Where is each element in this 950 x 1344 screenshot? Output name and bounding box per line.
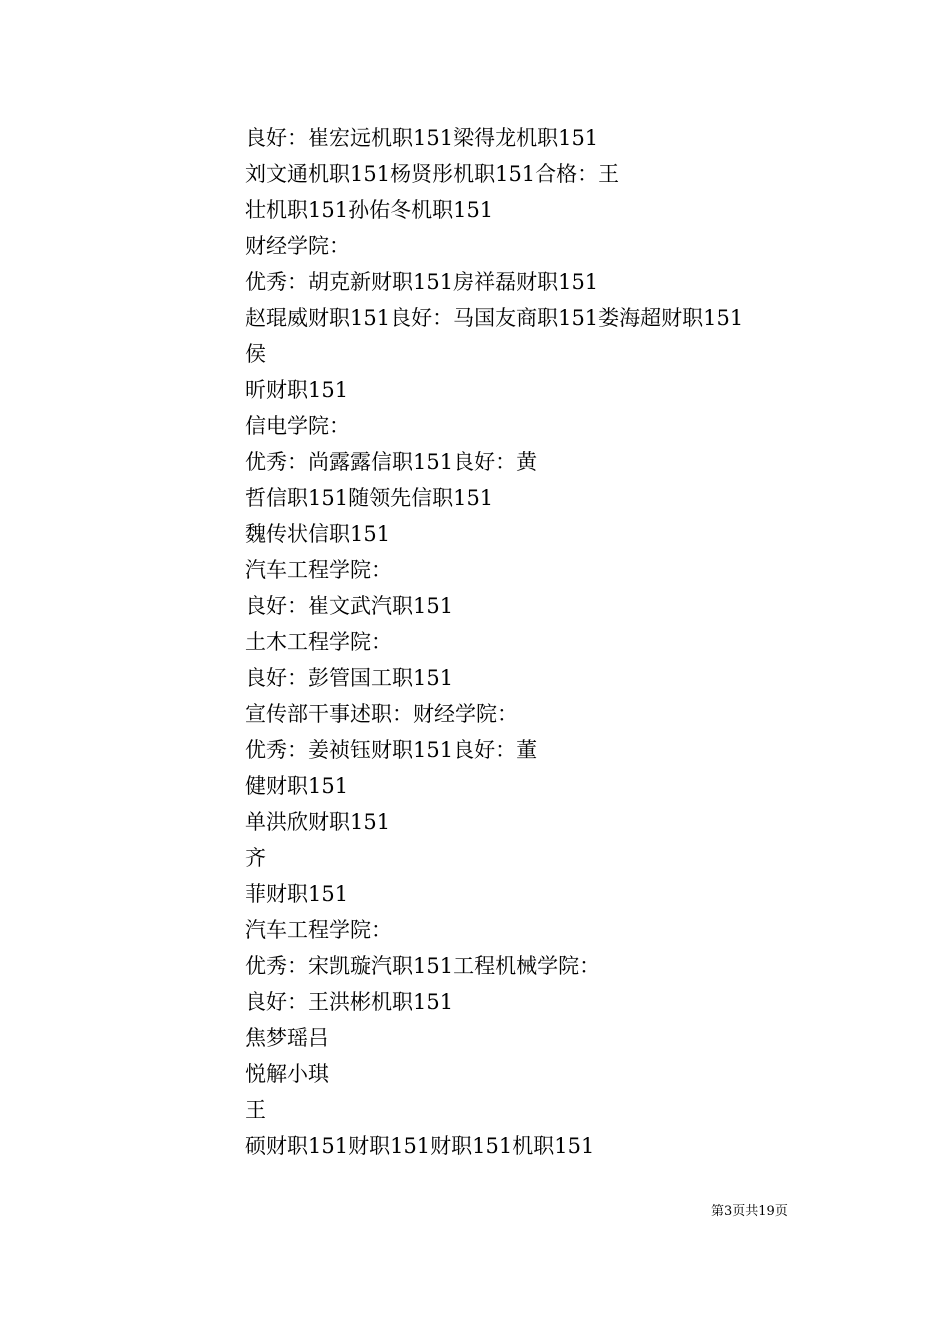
- text-line: 壮机职151孙佑冬机职151: [245, 198, 494, 222]
- text-line: 宣传部干事述职：财经学院：: [245, 702, 518, 726]
- text-line: 悦解小琪: [245, 1062, 329, 1086]
- text-line: 刘文通机职151杨贤彤机职151合格：王: [245, 162, 620, 186]
- text-line: 王: [245, 1098, 266, 1122]
- text-line: 哲信职151随领先信职151: [245, 486, 494, 510]
- text-line: 良好：崔文武汽职151: [245, 594, 454, 618]
- text-line: 侯: [245, 342, 266, 366]
- text-line: 赵琨威财职151良好：马国友商职151娄海超财职151: [245, 306, 744, 330]
- text-line: 魏传状信职151: [245, 522, 391, 546]
- text-line: 齐: [245, 846, 266, 870]
- text-line: 良好：崔宏远机职151梁得龙机职151: [245, 126, 599, 150]
- text-line: 土木工程学院：: [245, 630, 392, 654]
- text-line: 信电学院：: [245, 414, 350, 438]
- text-line: 优秀：尚露露信职151良好：黄: [245, 450, 538, 474]
- text-line: 良好：王洪彬机职151: [245, 990, 454, 1014]
- text-line: 健财职151: [245, 774, 349, 798]
- page-number-footer: 第3页共19页: [711, 1204, 788, 1219]
- text-line: 焦梦瑶吕: [245, 1026, 329, 1050]
- text-line: 单洪欣财职151: [245, 810, 391, 834]
- text-line: 菲财职151: [245, 882, 349, 906]
- text-line: 优秀：胡克新财职151房祥磊财职151: [245, 270, 599, 294]
- text-line: 汽车工程学院：: [245, 918, 392, 942]
- text-line: 优秀：宋凯璇汽职151工程机械学院：: [245, 954, 601, 978]
- text-line: 汽车工程学院：: [245, 558, 392, 582]
- text-line: 硕财职151财职151财职151机职151: [245, 1134, 595, 1158]
- text-line: 财经学院：: [245, 234, 350, 258]
- text-line: 良好：彭管国工职151: [245, 666, 454, 690]
- text-line: 昕财职151: [245, 378, 349, 402]
- document-body: [245, 120, 865, 1164]
- text-line: 优秀：姜祯钰财职151良好：董: [245, 738, 538, 762]
